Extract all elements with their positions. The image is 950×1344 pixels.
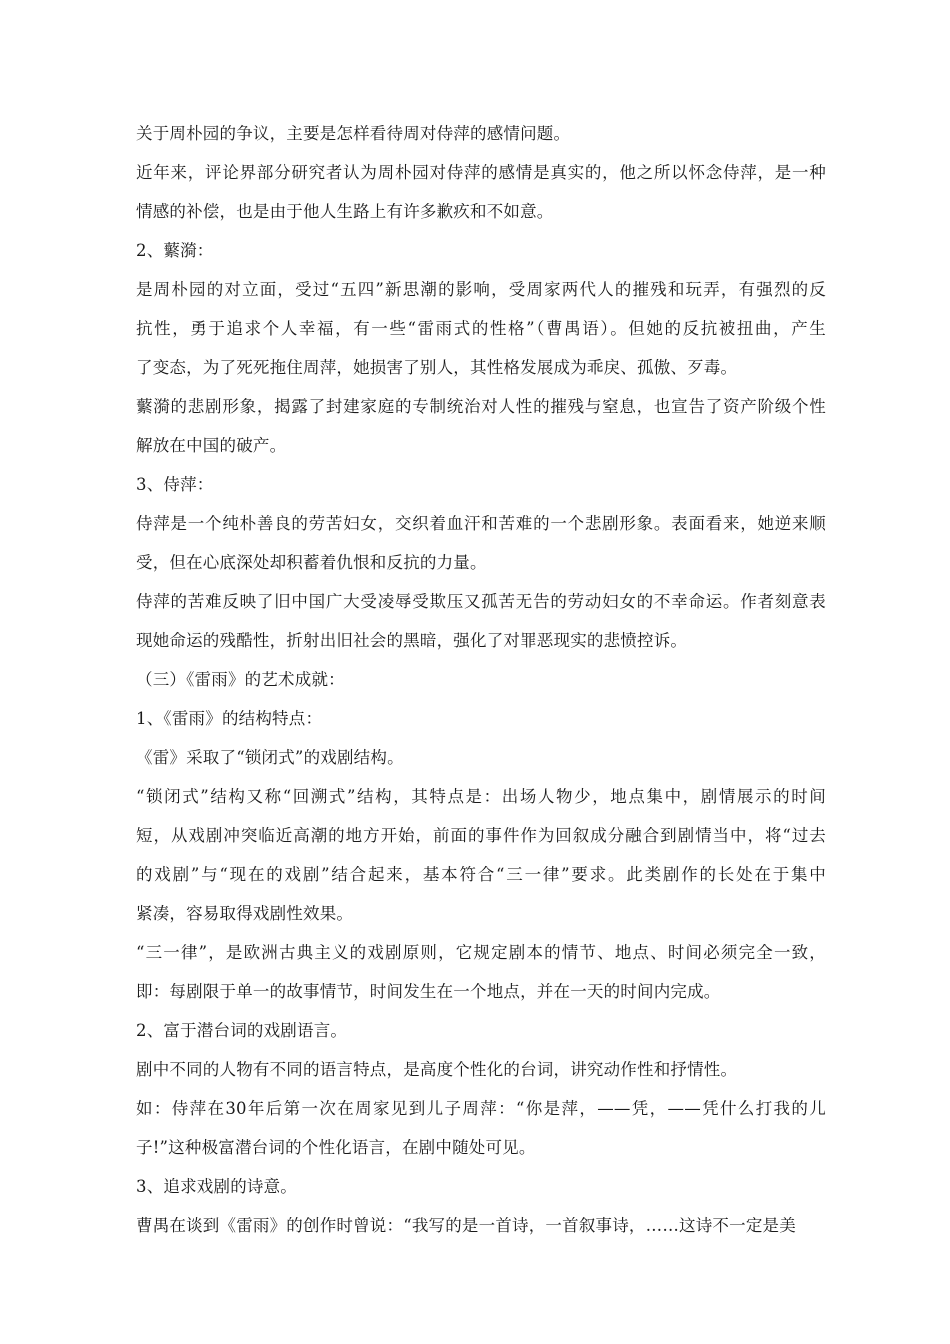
text-line: 《雷》采取了“锁闭式”的戏剧结构。 xyxy=(136,748,404,767)
text-line: 解放在中国的破产。 xyxy=(136,436,287,455)
text-line: 关于周朴园的争议，主要是怎样看待周对侍萍的感情问题。 xyxy=(136,124,571,143)
text-line: 情感的补偿，也是由于他人生路上有许多歉疚和不如意。 xyxy=(136,202,554,221)
text-line: 子!”这种极富潜台词的个性化语言，在剧中随处可见。 xyxy=(136,1138,536,1157)
text-line: “三一律”，是欧洲古典主义的戏剧原则，它规定剧本的情节、地点、时间必须完全一致， xyxy=(136,943,826,962)
text-line: 如：侍萍在30年后第一次在周家见到儿子周萍：“你是萍，——凭，——凭什么打我的儿 xyxy=(136,1099,826,1118)
text-line: 剧中不同的人物有不同的语言特点，是高度个性化的台词，讲究动作性和抒情性。 xyxy=(136,1060,738,1079)
text-line: 即：每剧限于单一的故事情节，时间发生在一个地点，并在一天的时间内完成。 xyxy=(136,982,721,1001)
text-line: 2、富于潜台词的戏剧语言。 xyxy=(136,1021,348,1040)
text-line: 3、侍萍： xyxy=(136,475,214,494)
text-line: 受，但在心底深处却积蓄着仇恨和反抗的力量。 xyxy=(136,553,487,572)
text-line: 3、追求戏剧的诗意。 xyxy=(136,1177,297,1196)
text-line: 短，从戏剧冲突临近高潮的地方开始，前面的事件作为回叙成分融合到剧情当中，将“过去 xyxy=(136,826,826,845)
text-line: 紧凑，容易取得戏剧性效果。 xyxy=(136,904,354,923)
text-line: 的戏剧”与“现在的戏剧”结合起来，基本符合“三一律”要求。此类剧作的长处在于集中 xyxy=(136,865,826,884)
text-line: （三）《雷雨》的艺术成就： xyxy=(136,670,345,689)
text-line: 1、《雷雨》的结构特点： xyxy=(136,709,323,728)
text-line: 曹禺在谈到《雷雨》的创作时曾说：“我写的是一首诗，一首叙事诗，……这诗不一定是美 xyxy=(136,1216,796,1235)
text-line: 抗性，勇于追求个人幸福，有一些“雷雨式的性格”（曹禺语）。但她的反抗被扭曲，产生 xyxy=(136,319,826,338)
text-line: “锁闭式”结构又称“回溯式”结构，其特点是：出场人物少，地点集中，剧情展示的时间 xyxy=(136,787,826,806)
text-line: 现她命运的残酷性，折射出旧社会的黑暗，强化了对罪恶现实的悲愤控诉。 xyxy=(136,631,688,650)
text-line: 是周朴园的对立面，受过“五四”新思潮的影响，受周家两代人的摧残和玩弄，有强烈的反 xyxy=(136,280,826,299)
text-line: 了变态，为了死死拖住周萍，她损害了别人，其性格发展成为乖戾、孤傲、歹毒。 xyxy=(136,358,738,377)
text-line: 侍萍的苦难反映了旧中国广大受凌辱受欺压又孤苦无告的劳动妇女的不幸命运。作者刻意表 xyxy=(136,592,826,611)
text-line: 侍萍是一个纯朴善良的劳苦妇女，交织着血汗和苦难的一个悲剧形象。表面看来，她逆来顺 xyxy=(136,514,826,533)
text-line: 近年来，评论界部分研究者认为周朴园对侍萍的感情是真实的，他之所以怀念侍萍，是一种 xyxy=(136,163,826,182)
text-line: 蘩漪的悲剧形象，揭露了封建家庭的专制统治对人性的摧残与窒息，也宣告了资产阶级个性 xyxy=(136,397,826,416)
text-line: 2、蘩漪： xyxy=(136,241,214,260)
